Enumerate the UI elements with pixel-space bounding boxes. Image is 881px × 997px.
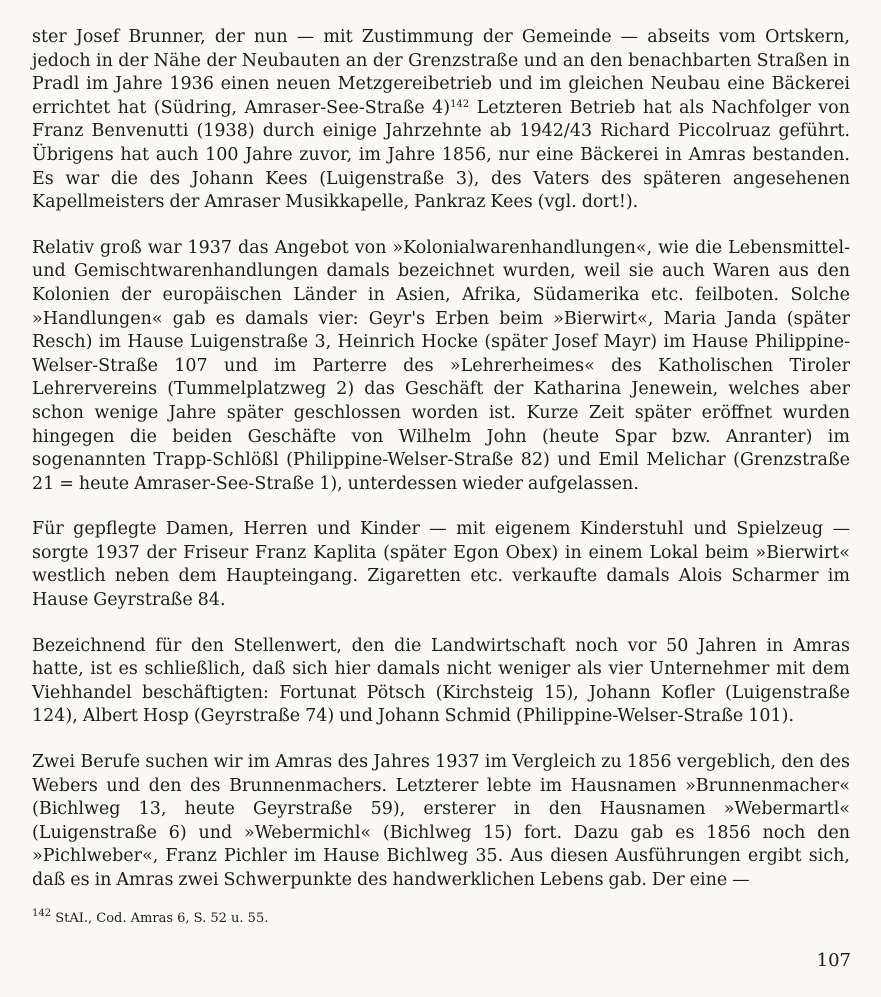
page-number: 107 — [816, 950, 851, 971]
paragraph-2: Relativ groß war 1937 das Angebot von »Kolonialwarenhandlungen«, wie die Lebensmittel- und Gemischtwarenhandlungen damals bezeichnet wurden, weil sie auch Waren aus den Kolonien der europäischen Länder in Asien, Afrika, Südamerika etc. feilboten. Solche »Handlungen« gab es damals vier: Geyr's Erben beim »Bierwirt«, Maria Janda (später Resch) im Hause Luigenstraße 3, Heinrich Hocke (später Josef Mayr) im Hause Philippine-Welser-Straße 107 und im Parterre des »Lehrerheimes« des Katholischen Tiroler Lehrervereins (Tummelplatzweg 2) das Geschäft der Katharina Jenewein, welches aber schon wenige Jahre später geschlossen worden ist. Kurze Zeit später eröffnet wurden hingegen die beiden Geschäfte von Wilhelm John (heute Spar bzw. Anranter) im sogenannten Trapp-Schlößl (Philippine-Welser-Straße 82) und Emil Melichar (Grenzstraße 21 = heute Amraser-See-Straße 1), unterdessen wieder aufgelassen. — [32, 237, 850, 494]
paragraph-5: Zwei Berufe suchen wir im Amras des Jahres 1937 im Vergleich zu 1856 vergeblich, den des Webers und den des Brunnenmachers. Letzterer lebte im Hausnamen »Brunnenmacher« (Bichlweg 13, heute Geyrstraße 59), ersterer in den Hausnamen »Webermartl« (Luigenstraße 6) und »Webermichl« (Bichlweg 15) fort. Dazu gab es 1856 noch den »Pichlweber«, Franz Pichler im Hause Bichlweg 35. Aus diesen Ausführungen ergibt sich, daß es in Amras zwei Schwerpunkte des handwerklichen Lebens gab. Der eine — — [32, 752, 850, 890]
footnote-number: 142 — [32, 908, 52, 919]
paragraph-1-text: ster Josef Brunner, der nun — mit Zustimmung der Gemeinde — abseits vom Ortskern, jedoch in der Nähe der Neubauten an der Grenzstraße und an den benachbarten Straßen in Pradl im Jahre 1936 einen neuen Metzgereibetrieb und im gleichen Neubau eine Bäckerei errichtet hat (Südring, Amraser-See-Straße 4) — [32, 27, 850, 118]
page-body — [32, 26, 850, 915]
footnote-text: StAI., Cod. Amras 6, S. 52 u. 55. — [51, 911, 269, 926]
paragraph-4: Bezeichnend für den Stellenwert, den die Landwirtschaft noch vor 50 Jahren in Amras hatte, ist es schließlich, daß sich hier damals nicht weniger als vier Unternehmer mit dem Viehhandel beschäftigten: Fortunat Pötsch (Kirchsteig 15), Johann Kofler (Luigenstraße 124), Albert Hosp (Geyrstraße 74) und Johann Schmid (Philippine-Welser-Straße 101). — [32, 635, 850, 727]
paragraph-1-continuation: Letzteren Betrieb hat als Nachfolger von Franz Benvenutti (1938) durch einige Jahrzehnte ab 1942/43 Richard Piccolruaz geführt. Übrigens hat auch 100 Jahre zuvor, im Jahre 1856, nur eine Bäckerei in Amras bestanden. Es war die des Johann Kees (Luigenstraße 3), des Vaters des späteren angesehenen Kapellmeisters der Amraser Musikkapelle, Pankraz Kees (vgl. dort!). — [32, 97, 850, 213]
footnote-reference[interactable]: 142 — [450, 98, 470, 110]
footnote — [32, 910, 268, 928]
paragraph-3: Für gepflegte Damen, Herren und Kinder — mit eigenem Kinderstuhl und Spielzeug — sorgte 1937 der Friseur Franz Kaplita (später Egon Obex) in einem Lokal beim »Bierwirt« westlich neben dem Haupteingang. Zigaretten etc. verkaufte damals Alois Scharmer im Hause Geyrstraße 84. — [32, 519, 850, 611]
paragraph-1 — [32, 26, 850, 215]
